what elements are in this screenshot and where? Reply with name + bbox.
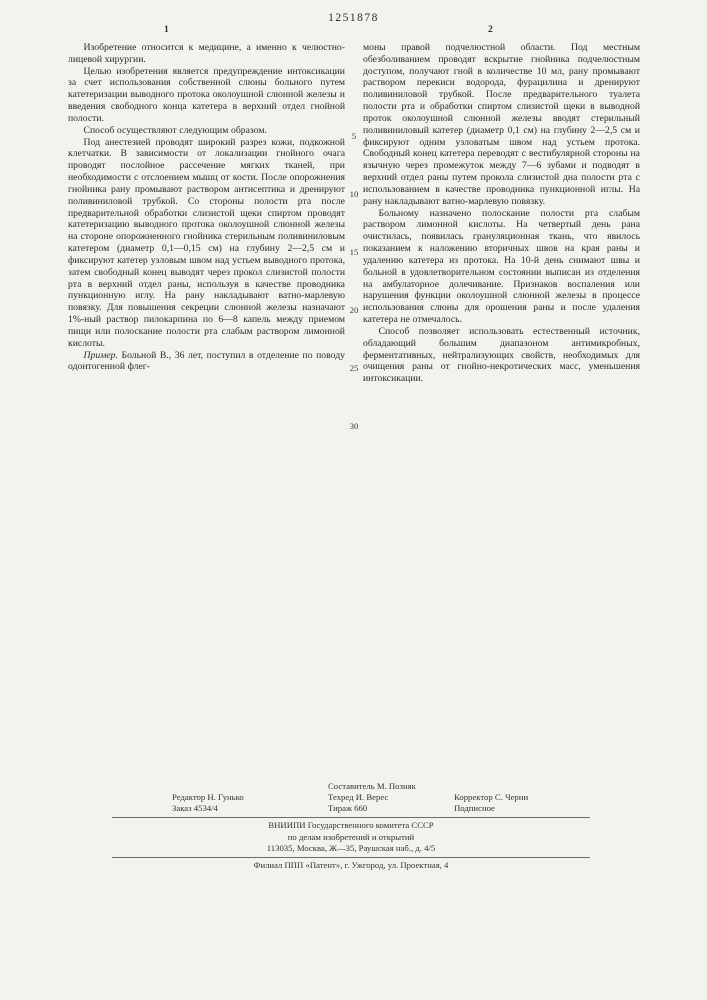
line-number: 5 [351,131,357,141]
paragraph: Изобретение относится к медицине, а именно к челюстно-лицевой хирургии. [68,42,345,65]
spacer [172,781,320,792]
right-column [363,42,640,385]
paragraph: Под анестезией проводят широкий разрез кожи, подкожной клетчатки. В зависимости от локализации гнойного очага проводят послойное рассечение мягких тканей, при необходимости с отслоением мышц от кости. После опорожнения гнойника рану промывают раствором антисептика и дренируют поливиниловой трубкой. Со стороны полости рта после предварительной обработки слизистой щеки спиртом проводят катетеризацию выводного протока околоушной слюнной железы на стороне опорожненного гнойника стерильным поливиниловым катетером (диаметр 0,1—0,15 см) на глубину 2—2,5 см и фиксируют катетер узловым швом над устьем выводного протока, затем свободный конец выводят через прокол слизистой полости рта в верхний отдел раны, используя в качестве проводника пункционную иглу. На рану накладывают ватно-марлевую повязку. Для повышения секреции слюнной железы назначают 1%-ный раствор пилокарпина по 6—8 капель между приемом пищи или полоскание полости рта слабым раствором лимонной кислоты. [68,136,345,349]
column-marker-1: 1 [164,25,169,35]
subscription-note: Подписное [454,803,495,814]
line-number: 20 [349,305,359,315]
patent-number: 1251878 [328,12,379,24]
line-number-gutter [345,42,363,562]
line-number: 10 [349,189,359,199]
publisher-line-2: по делам изобретений и открытий [287,831,415,842]
credit-row [172,803,532,814]
line-number: 15 [349,247,359,257]
line-number: 30 [349,421,359,431]
publisher-address: 113035, Москва, Ж—35, Раушская наб., д. 4/5 [266,842,436,853]
imprint-footer [112,781,590,871]
credit-row [172,781,532,792]
paragraph: Пример. Больной В., 36 лет, поступил в отделение по поводу одонтогенной флег- [68,349,345,373]
text-columns [68,42,640,562]
paragraph: Способ позволяет использовать естественный источник, обладающий большим диапазоном антимикробных, ферментативных, нейтрализующих свойств, необходимых для очищения раны от гнойно-некротических масс, уменьшения интоксикации. [363,325,640,385]
line-number: 25 [349,363,359,373]
print-run: Тираж 660 [328,803,368,814]
publisher-block [112,817,590,857]
spacer [454,781,532,792]
credits-block [112,781,590,814]
editor-credit: Редактор Н. Гунько [172,792,244,803]
compositor-credit: Составитель М. Позняк [328,781,416,791]
publisher-line-1: ВНИИПИ Государственного комитета СССР [268,820,434,831]
corrector-credit: Корректор С. Черни [454,792,529,803]
paragraph: Способ осуществляют следующим образом. [83,124,267,136]
techred-credit: Техред И. Верес [328,792,389,803]
column-marker-2: 2 [488,25,493,35]
credit-row [172,792,532,803]
left-column [68,42,345,373]
paragraph: моны правой подчелюстной области. Под местным обезболиванием проводят вскрытие гнойника подчелюстным доступом, получают гной в количестве 10 мл, рану промывают раствором перекиси водорода, фурацилина и дренируют поливиниловой трубкой. После предварительного туалета полости рта и обработки спиртом слизистой щеки в выводной проток околоушной слюнной железы вводят стерильный поливиниловый катетер (диаметр 0,1 см) на глубину 2—2,5 см и фиксируют одним узловатым швом над устьем протока. Свободный конец катетера переводят с вестибулярной стороны на язычную через промежуток между 7—6 зубами и подводят в верхний отдел раны путем прокола слизистой дна полости рта с использованием в качестве проводника пункционной иглы. На рану накладывают ватно-марлевую повязку. [363,42,640,207]
paragraph-italic-lead: Пример. [83,349,122,361]
paragraph: Больному назначено полоскание полости рта слабым раствором лимонной кислоты. На четвертый день рана очистилась, появилась грануляционная ткань, что явилось показанием к наложению вторичных швов на края раны и удалению катетера из протока. На 10-й день снимают швы и больной в удовлетворительном состоянии выписан из отделения на амбулаторное долечивание. Признаков воспаления или нарушения функции околоушной слюнной железы в процессе использования слюны для орошения раны и после удаления катетера не отмечалось. [363,207,640,326]
order-number: Заказ 4534/4 [172,803,218,814]
branch-address: Филиал ППП «Патент», г. Ужгород, ул. Проектная, 4 [253,859,449,870]
paragraph: Целью изобретения является предупреждение интоксикации за счет использования собственной слюны больного путем катетеризации выводного протока околоушной слюнной железы и введения свободного конца катетера в верхний отдел гнойной полости. [68,65,345,124]
